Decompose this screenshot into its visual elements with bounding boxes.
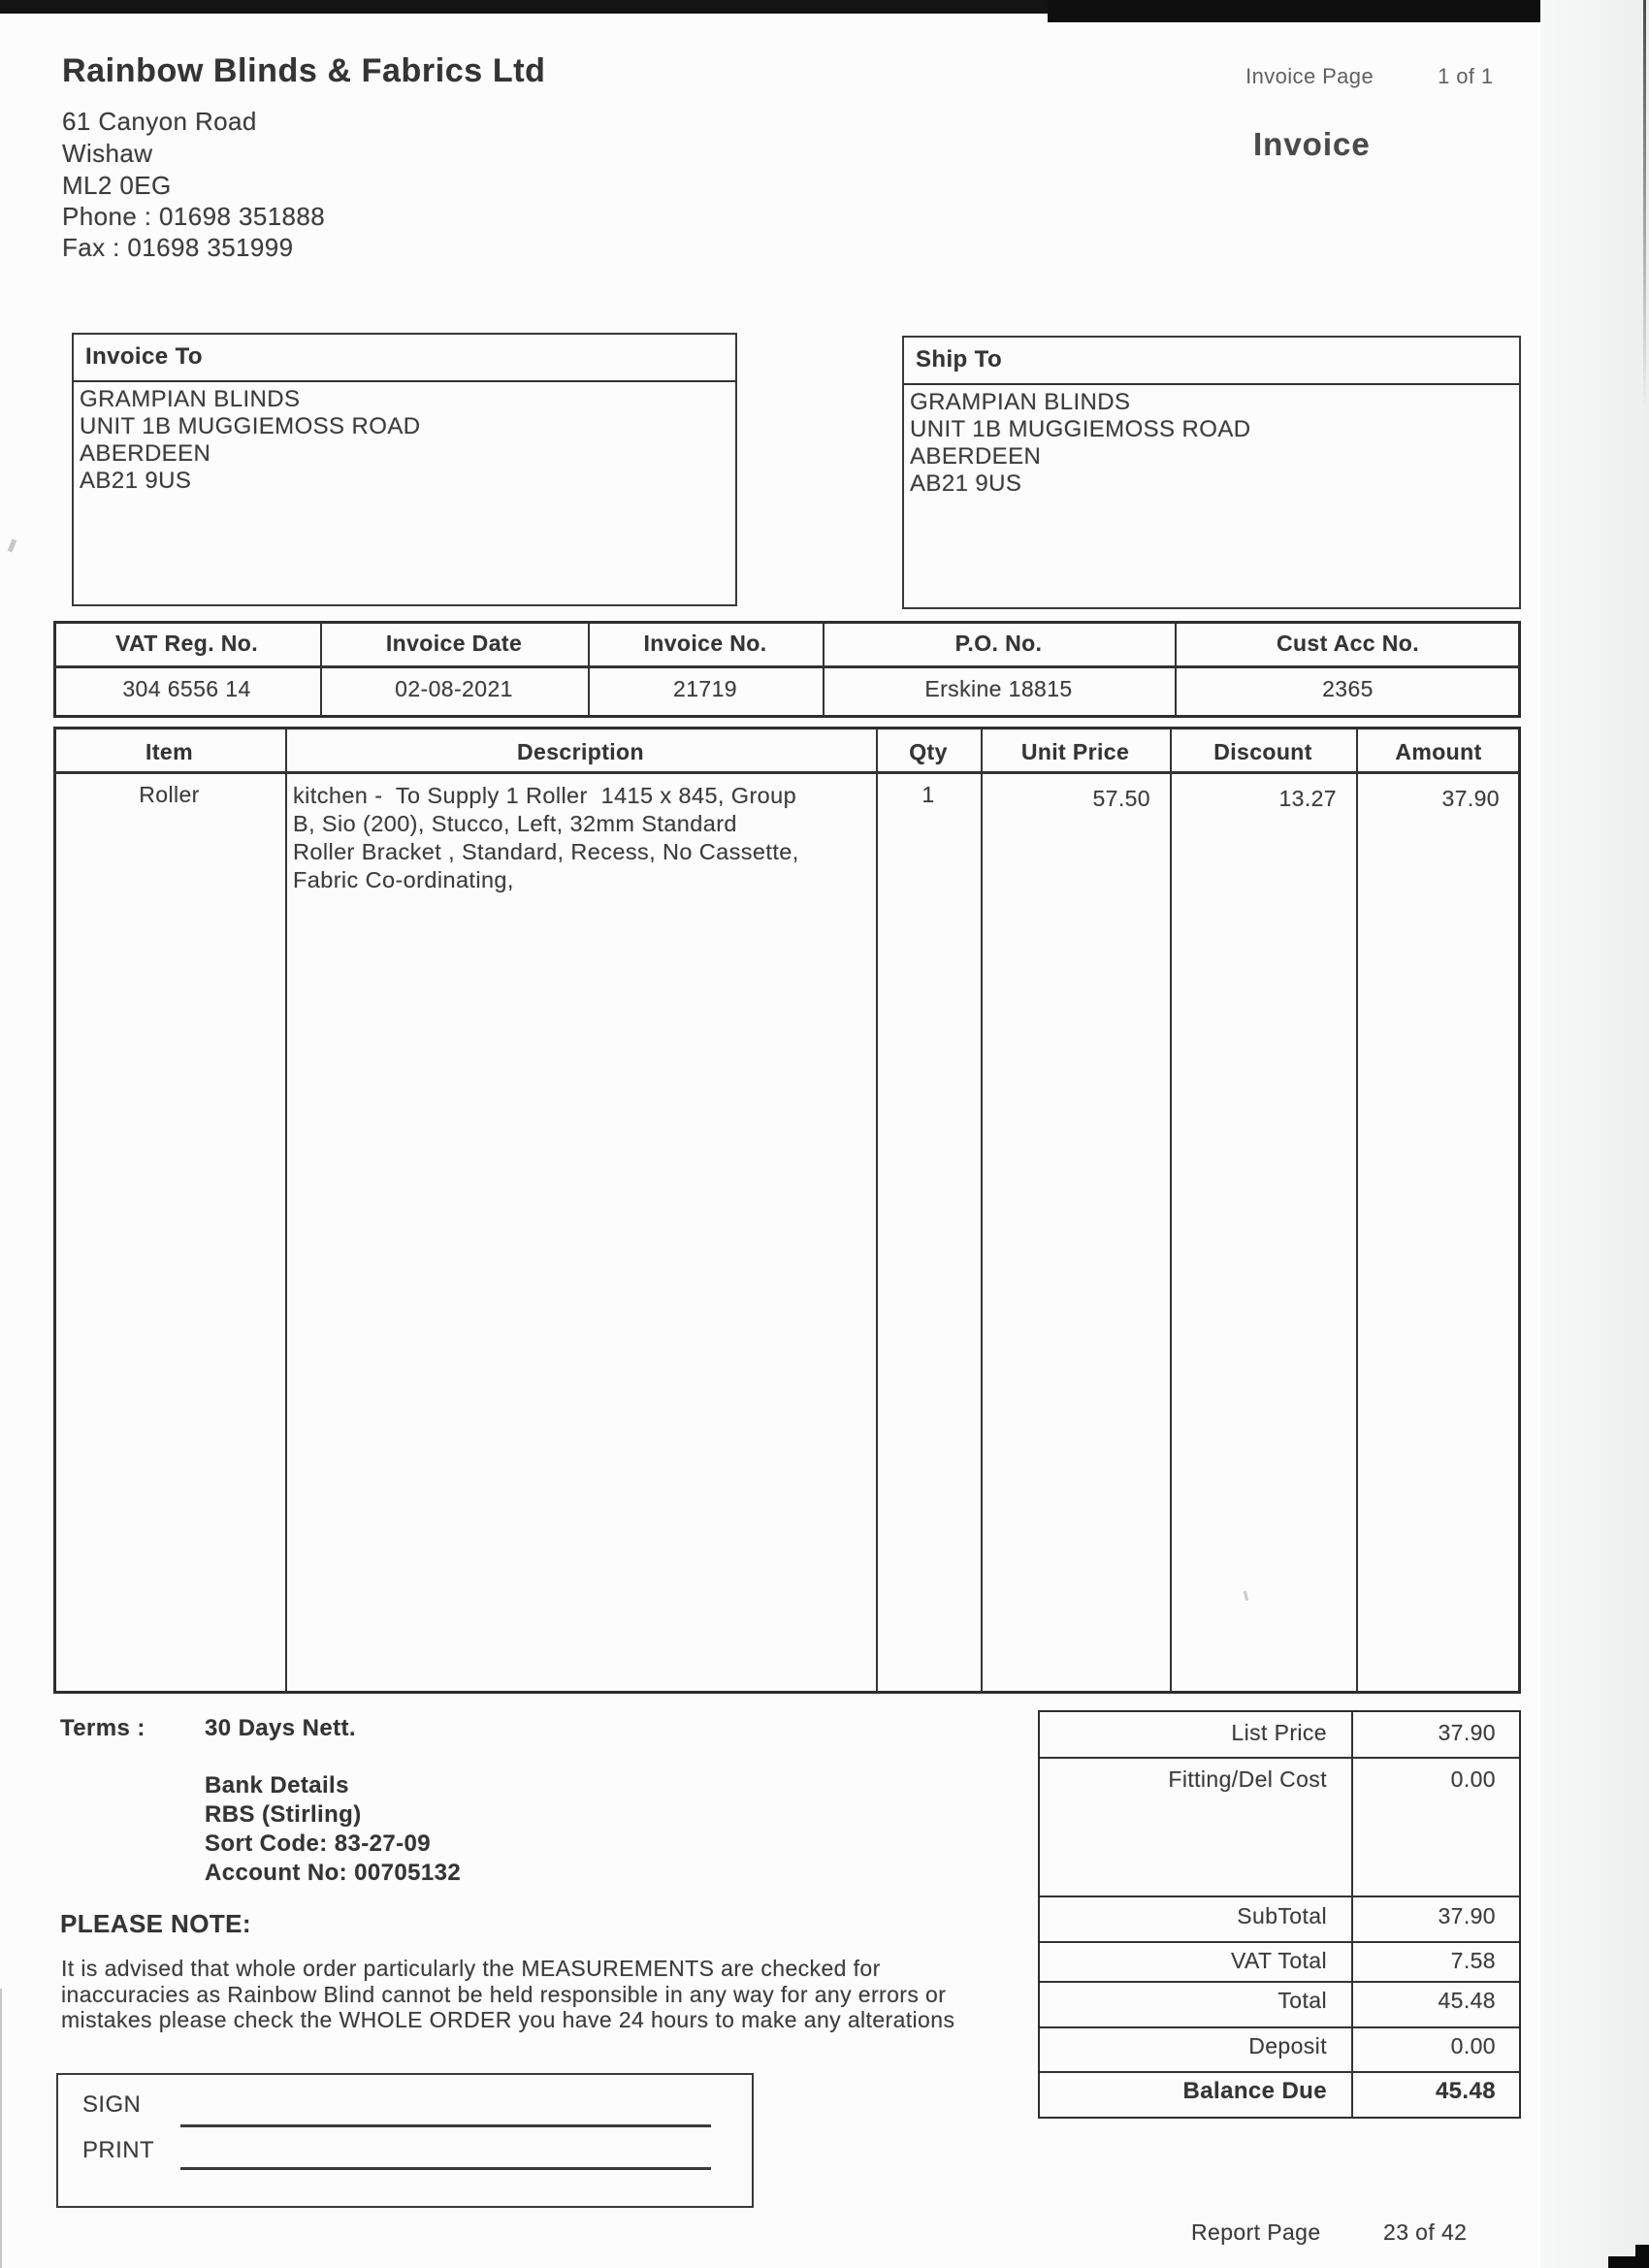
totals-row-line-3 — [1040, 1941, 1519, 1943]
totals-value-subtotal: 37.90 — [1438, 1903, 1496, 1928]
info-value-cust-acc: 2365 — [1322, 676, 1374, 701]
totals-row-line-6 — [1040, 2071, 1519, 2073]
totals-col-divider — [1351, 1712, 1353, 2117]
items-table-header-divider — [55, 771, 1519, 774]
totals-label-subtotal: SubTotal — [1237, 1903, 1327, 1928]
totals-value-vat-total: 7.58 — [1450, 1948, 1496, 1973]
totals-row-line-5 — [1040, 2026, 1519, 2028]
info-header-vat-reg: VAT Reg. No. — [114, 631, 259, 656]
item-cell-amount: 37.90 — [1441, 786, 1500, 811]
item-description-line-1: kitchen - To Supply 1 Roller 1415 x 845, Group — [293, 783, 797, 808]
company-fax: Fax : 01698 351999 — [62, 233, 294, 262]
scan-left-edge-line — [0, 1989, 2, 2268]
totals-label-balance-due: Balance Due — [1182, 2078, 1327, 2104]
item-cell-name: Roller — [139, 782, 200, 807]
item-cell-qty: 1 — [922, 782, 935, 807]
note-line-1: It is advised that whole order particularly the MEASUREMENTS are checked for — [61, 1956, 881, 1981]
company-address-line-3: ML2 0EG — [62, 171, 172, 200]
invoice-to-label: Invoice To — [85, 343, 203, 370]
items-header-amount: Amount — [1395, 739, 1482, 764]
ship-to-line-4: AB21 9US — [910, 470, 1022, 497]
invoice-to-line-2: UNIT 1B MUGGIEMOSS ROAD — [80, 413, 421, 439]
company-name: Rainbow Blinds & Fabrics Ltd — [62, 52, 546, 89]
bank-account-no: Account No: 00705132 — [205, 1860, 462, 1886]
report-page-value: 23 of 42 — [1383, 2219, 1468, 2245]
info-value-po-no: Erskine 18815 — [924, 676, 1073, 701]
terms-label: Terms : — [60, 1715, 146, 1741]
sign-label: SIGN — [82, 2091, 142, 2118]
item-cell-description — [293, 782, 871, 894]
report-page-label: Report Page — [1191, 2219, 1321, 2245]
totals-row-line-4 — [1040, 1981, 1519, 1983]
totals-value-deposit: 0.00 — [1450, 2033, 1496, 2058]
info-value-invoice-date: 02-08-2021 — [395, 676, 513, 701]
ship-to-divider — [904, 383, 1519, 385]
item-cell-discount: 13.27 — [1278, 786, 1337, 811]
note-line-2: inaccuracies as Rainbow Blind cannot be held responsible in any way for any errors or — [61, 1982, 947, 2007]
items-header-unit-price: Unit Price — [1020, 739, 1130, 764]
terms-value: 30 Days Nett. — [205, 1715, 356, 1741]
items-header-qty: Qty — [909, 739, 948, 764]
invoice-to-line-1: GRAMPIAN BLINDS — [80, 386, 301, 412]
items-col-line-4 — [1170, 729, 1172, 1692]
note-line-3: mistakes please check the WHOLE ORDER you have 24 hours to make any alterations — [61, 2007, 955, 2032]
info-table-header-divider — [55, 665, 1519, 668]
sign-line[interactable] — [180, 2124, 711, 2127]
totals-value-balance-due: 45.48 — [1435, 2078, 1496, 2104]
info-value-vat-reg: 304 6556 14 — [122, 676, 251, 701]
totals-label-total: Total — [1277, 1988, 1327, 2013]
company-address-line-2: Wishaw — [62, 139, 153, 168]
scan-right-band — [1540, 0, 1649, 2268]
invoice-to-line-3: ABERDEEN — [80, 440, 211, 467]
invoice-to-divider — [74, 380, 735, 382]
totals-value-total: 45.48 — [1438, 1988, 1496, 2013]
print-line[interactable] — [180, 2167, 711, 2170]
totals-label-fitting-del: Fitting/Del Cost — [1168, 1766, 1327, 1792]
please-note-heading: PLEASE NOTE: — [60, 1909, 251, 1938]
info-header-invoice-date: Invoice Date — [385, 631, 523, 656]
item-description-line-4: Fabric Co-ordinating, — [293, 867, 514, 892]
items-header-description: Description — [517, 739, 644, 764]
invoice-page-note-label: Invoice Page — [1245, 64, 1374, 88]
signature-box — [56, 2073, 754, 2208]
totals-label-deposit: Deposit — [1248, 2033, 1327, 2058]
ship-to-line-2: UNIT 1B MUGGIEMOSS ROAD — [910, 416, 1251, 442]
invoice-to-line-4: AB21 9US — [80, 468, 192, 494]
items-col-line-3 — [981, 729, 983, 1692]
item-description-line-3: Roller Bracket , Standard, Recess, No Cassette, — [293, 839, 799, 864]
info-header-po-no: P.O. No. — [954, 631, 1043, 656]
invoice-page-note-pages: 1 of 1 — [1438, 64, 1494, 88]
ship-to-line-1: GRAMPIAN BLINDS — [910, 389, 1131, 415]
bank-name: RBS (Stirling) — [205, 1801, 362, 1828]
totals-label-vat-total: VAT Total — [1230, 1948, 1327, 1973]
items-header-discount: Discount — [1213, 739, 1312, 764]
bank-sort-code: Sort Code: 83-27-09 — [205, 1831, 431, 1857]
items-col-line-5 — [1356, 729, 1358, 1692]
info-header-cust-acc: Cust Acc No. — [1276, 631, 1420, 656]
ship-to-label: Ship To — [916, 346, 1003, 373]
invoice-page-note — [1208, 47, 1528, 88]
items-col-line-2 — [876, 729, 878, 1692]
bank-details-heading: Bank Details — [205, 1772, 349, 1798]
scan-speck-1 — [8, 539, 17, 553]
totals-row-line-1 — [1040, 1757, 1519, 1759]
totals-value-fitting-del: 0.00 — [1450, 1766, 1496, 1792]
info-value-invoice-no: 21719 — [673, 676, 737, 701]
page-title: Invoice — [1253, 126, 1371, 162]
totals-row-line-2 — [1040, 1895, 1519, 1897]
item-description-line-2: B, Sio (200), Stucco, Left, 32mm Standard — [293, 811, 737, 836]
items-col-line-1 — [285, 729, 287, 1692]
info-header-invoice-no: Invoice No. — [643, 631, 767, 656]
totals-label-list-price: List Price — [1231, 1720, 1327, 1745]
print-label: PRINT — [82, 2137, 154, 2163]
scan-corner-mark-2 — [1635, 2245, 1649, 2268]
scan-right-edge-line — [1643, 0, 1646, 407]
company-phone: Phone : 01698 351888 — [62, 202, 326, 231]
totals-value-list-price: 37.90 — [1438, 1720, 1496, 1745]
items-header-item: Item — [146, 739, 193, 764]
ship-to-line-3: ABERDEEN — [910, 443, 1042, 470]
company-address-line-1: 61 Canyon Road — [62, 107, 257, 136]
item-cell-unit-price: 57.50 — [1092, 786, 1150, 811]
